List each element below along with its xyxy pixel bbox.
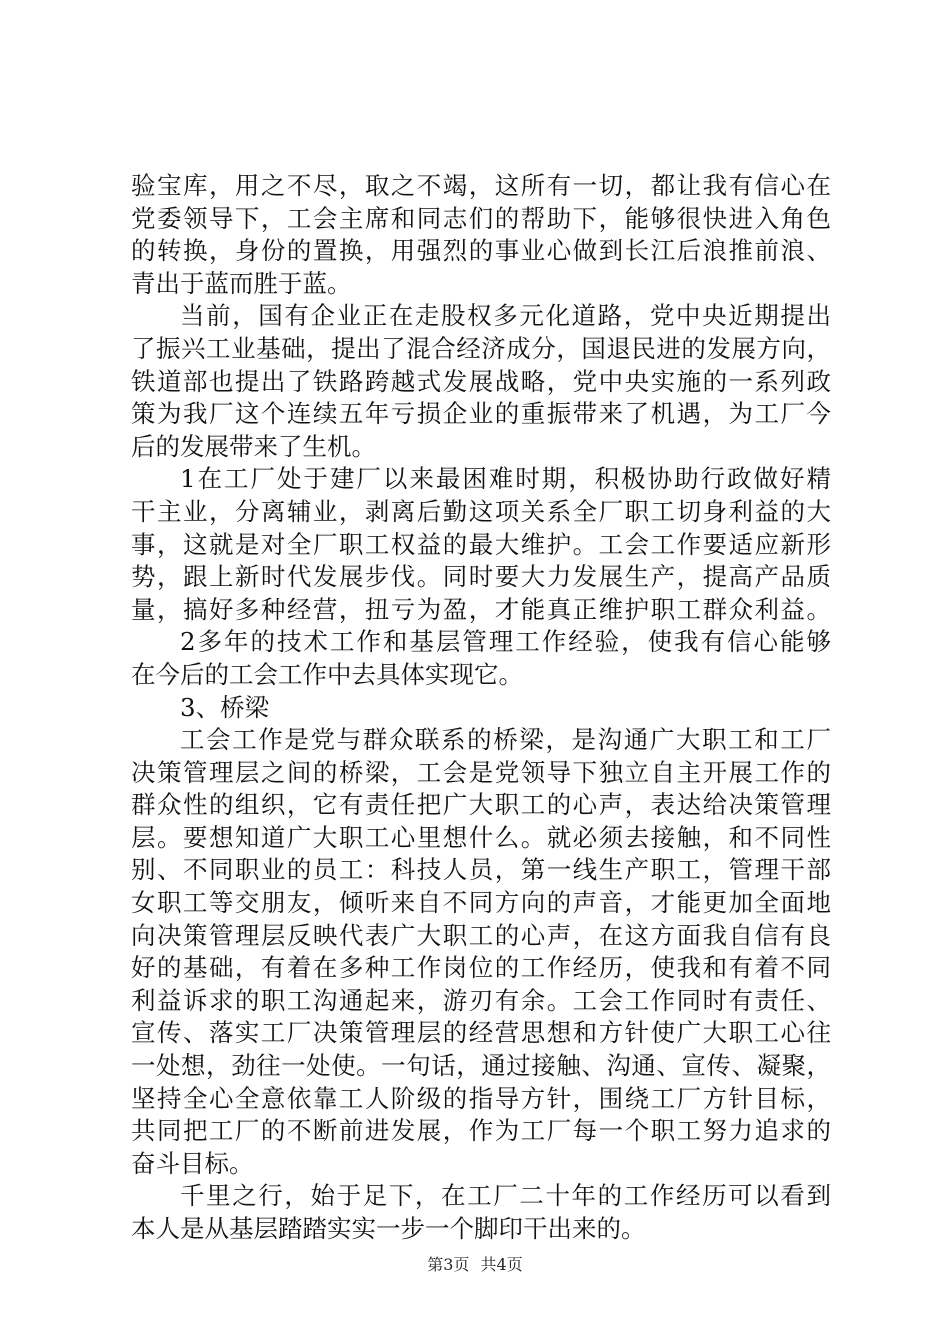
text-line: 干主业，分离辅业，剥离后勤这项关系全厂职工切身利益的大 — [131, 496, 831, 526]
text-line: 党委领导下，工会主席和同志们的帮助下，能够很快进入角色 — [131, 203, 831, 233]
text-line: 千里之行，始于足下，在工厂二十年的工作经历可以看到 — [180, 1181, 831, 1211]
text-line: 一处想，劲往一处使。一句话，通过接触、沟通、宣传、凝聚， — [131, 1051, 831, 1081]
text-line: 本人是从基层踏踏实实一步一个脚印干出来的。 — [131, 1214, 646, 1243]
text-line: 量，搞好多种经营，扭亏为盈，才能真正维护职工群众利益。 — [131, 594, 831, 624]
text-line: 群众性的组织，它有责任把广大职工的心声，表达给决策管理 — [131, 790, 831, 820]
text-line: 决策管理层之间的桥梁，工会是党领导下独立自主开展工作的 — [131, 757, 831, 787]
document-body — [131, 170, 831, 1246]
text-line: 坚持全心全意依靠工人阶级的指导方针，围绕工厂方针目标， — [131, 1083, 831, 1113]
page-number: 第3页 — [427, 1255, 470, 1274]
text-line: 势，跟上新时代发展步伐。同时要大力发展生产，提高产品质 — [131, 562, 831, 592]
text-line: 当前，国有企业正在走股权多元化道路，党中央近期提出 — [180, 301, 831, 331]
text-line: 女职工等交朋友，倾听来自不同方向的声音，才能更加全面地 — [131, 888, 831, 918]
text-line: 后的发展带来了生机。 — [131, 431, 376, 461]
text-line: 3、桥梁 — [180, 692, 270, 722]
text-line: 奋斗目标。 — [131, 1148, 254, 1178]
text-line: 在今后的工会工作中去具体实现它。 — [131, 659, 523, 689]
text-line: 2多年的技术工作和基层管理工作经验，使我有信心能够 — [180, 627, 831, 657]
text-line: 策为我厂这个连续五年亏损企业的重振带来了机遇，为工厂今 — [131, 399, 831, 429]
text-line: 验宝库，用之不尽，取之不竭，这所有一切，都让我有信心在 — [131, 171, 831, 200]
text-line: 好的基础，有着在多种工作岗位的工作经历，使我和有着不同 — [131, 953, 831, 983]
text-line: 了振兴工业基础，提出了混合经济成分，国退民进的发展方向， — [131, 333, 831, 363]
text-line: 的转换，身份的置换，用强烈的事业心做到长江后浪推前浪、 — [131, 236, 831, 266]
text-line: 青出于蓝而胜于蓝。 — [131, 268, 352, 298]
text-line: 别、不同职业的员工：科技人员，第一线生产职工，管理干部 — [131, 855, 831, 885]
text-line: 事，这就是对全厂职工权益的最大维护。工会工作要适应新形 — [131, 529, 831, 559]
page-footer — [0, 1254, 950, 1276]
text-line: 向决策管理层反映代表广大职工的心声，在这方面我自信有良 — [131, 920, 831, 950]
text-line: 共同把工厂的不断前进发展，作为工厂每一个职工努力追求的 — [131, 1116, 831, 1146]
text-line: 工会工作是党与群众联系的桥梁，是沟通广大职工和工厂 — [180, 725, 831, 755]
text-line: 铁道部也提出了铁路跨越式发展战略，党中央实施的一系列政 — [131, 366, 831, 396]
text-line: 宣传、落实工厂决策管理层的经营思想和方针使广大职工心往 — [131, 1018, 831, 1048]
text-line: 利益诉求的职工沟通起来，游刃有余。工会工作同时有责任、 — [131, 985, 831, 1015]
text-line: 层。要想知道广大职工心里想什么。就必须去接触，和不同性 — [131, 822, 831, 852]
page-total: 共4页 — [480, 1255, 523, 1274]
text-line: 1在工厂处于建厂以来最困难时期，积极协助行政做好精 — [180, 464, 831, 494]
